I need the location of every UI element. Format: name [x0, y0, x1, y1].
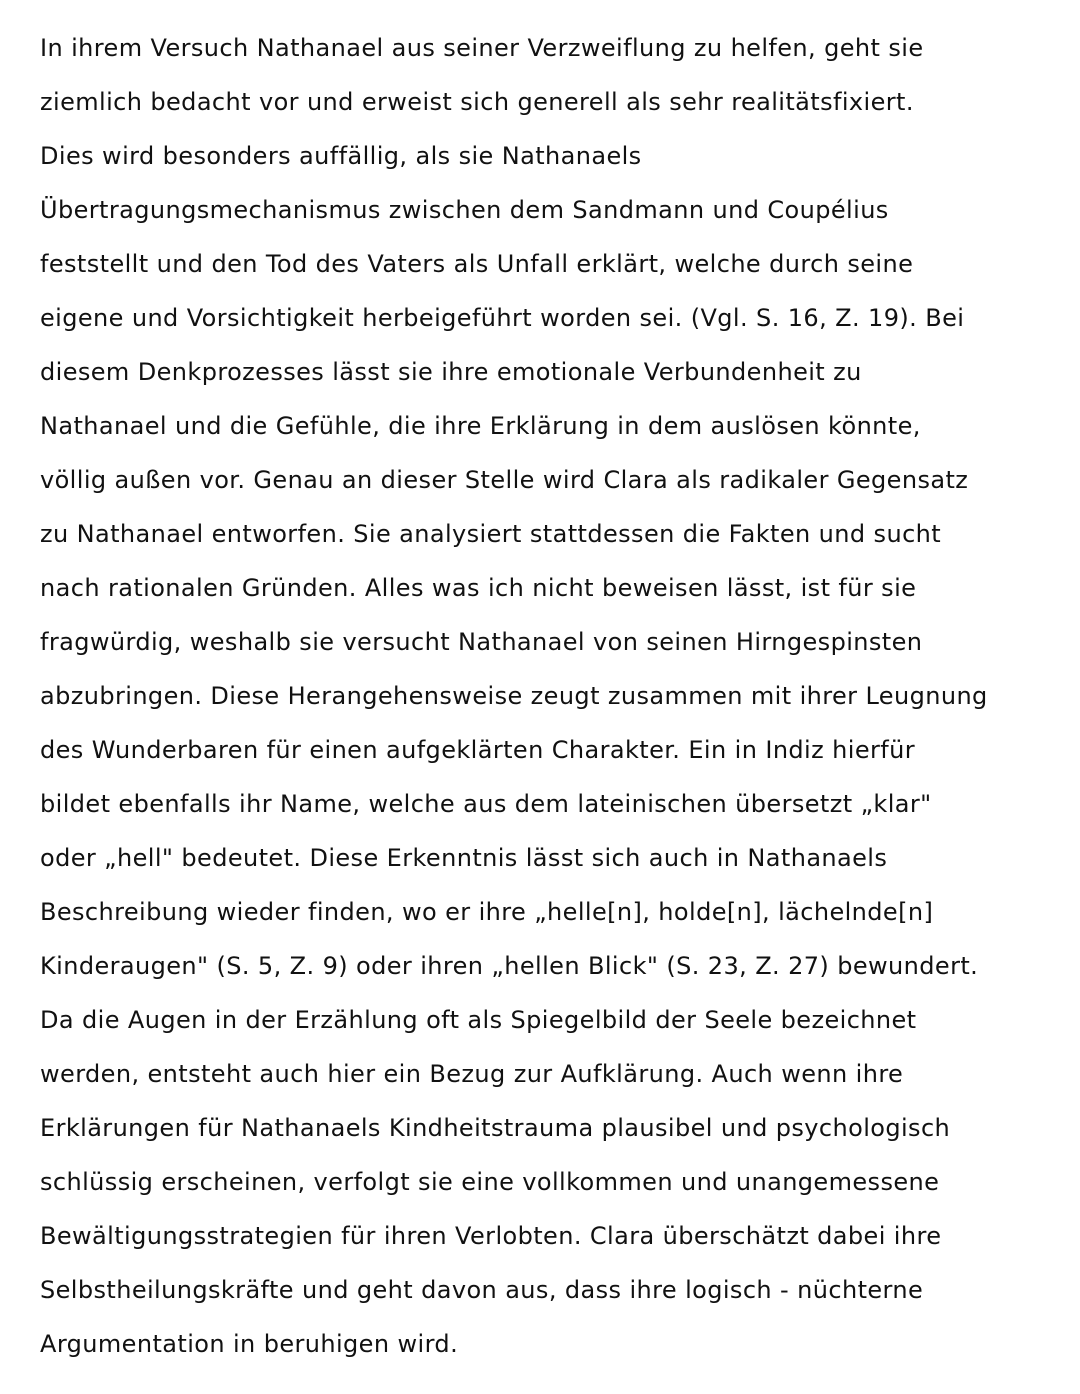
text-line-15: bildet ebenfalls ihr Name, welche aus dem lateinischen übersetzt „klar"	[40, 790, 932, 818]
text-line-17: Beschreibung wieder finden, wo er ihre „helle[n], holde[n], lächelnde[n]	[40, 898, 934, 926]
text-line-8: Nathanael und die Gefühle, die ihre Erklärung in dem auslösen könnte,	[40, 412, 921, 440]
text-line-9: völlig außen vor. Genau an dieser Stelle wird Clara als radikaler Gegensatz	[40, 466, 969, 494]
text-line-12: fragwürdig, weshalb sie versucht Nathanael von seinen Hirngespinsten	[40, 628, 923, 656]
text-line-1: In ihrem Versuch Nathanael aus seiner Verzweiflung zu helfen, geht sie	[40, 34, 924, 62]
text-line-24: Selbstheilungskräfte und geht davon aus, dass ihre logisch - nüchterne	[40, 1276, 924, 1304]
text-line-25: Argumentation in beruhigen wird.	[40, 1330, 459, 1358]
text-line-11: nach rationalen Gründen. Alles was ich nicht beweisen lässt, ist für sie	[40, 574, 917, 602]
text-line-13: abzubringen. Diese Herangehensweise zeugt zusammen mit ihrer Leugnung	[40, 682, 988, 710]
text-line-16: oder „hell" bedeutet. Diese Erkenntnis lässt sich auch in Nathanaels	[40, 844, 888, 872]
text-line-18: Kinderaugen" (S. 5, Z. 9) oder ihren „hellen Blick" (S. 23, Z. 27) bewundert.	[40, 952, 979, 980]
text-line-2: ziemlich bedacht vor und erweist sich generell als sehr realitätsfixiert.	[40, 88, 914, 116]
text-line-22: schlüssig erscheinen, verfolgt sie eine vollkommen und unangemessene	[40, 1168, 940, 1196]
text-line-5: feststellt und den Tod des Vaters als Unfall erklärt, welche durch seine	[40, 250, 914, 278]
text-line-10: zu Nathanael entworfen. Sie analysiert stattdessen die Fakten und sucht	[40, 520, 942, 548]
text-line-19: Da die Augen in der Erzählung oft als Spiegelbild der Seele bezeichnet	[40, 1006, 917, 1034]
text-line-20: werden, entsteht auch hier ein Bezug zur Aufklärung. Auch wenn ihre	[40, 1060, 904, 1088]
text-line-14: des Wunderbaren für einen aufgeklärten Charakter. Ein in Indiz hierfür	[40, 736, 915, 764]
text-line-23: Bewältigungsstrategien für ihren Verlobten. Clara überschätzt dabei ihre	[40, 1222, 942, 1250]
text-line-21: Erklärungen für Nathanaels Kindheitstrauma plausibel und psychologisch	[40, 1114, 951, 1142]
text-line-4: Übertragungsmechanismus zwischen dem Sandmann und Coupélius	[40, 196, 889, 224]
text-line-6: eigene und Vorsichtigkeit herbeigeführt worden sei. (Vgl. S. 16, Z. 19). Bei	[40, 304, 965, 332]
text-line-7: diesem Denkprozesses lässt sie ihre emotionale Verbundenheit zu	[40, 358, 862, 386]
text-line-3: Dies wird besonders auffällig, als sie Nathanaels	[40, 142, 642, 170]
